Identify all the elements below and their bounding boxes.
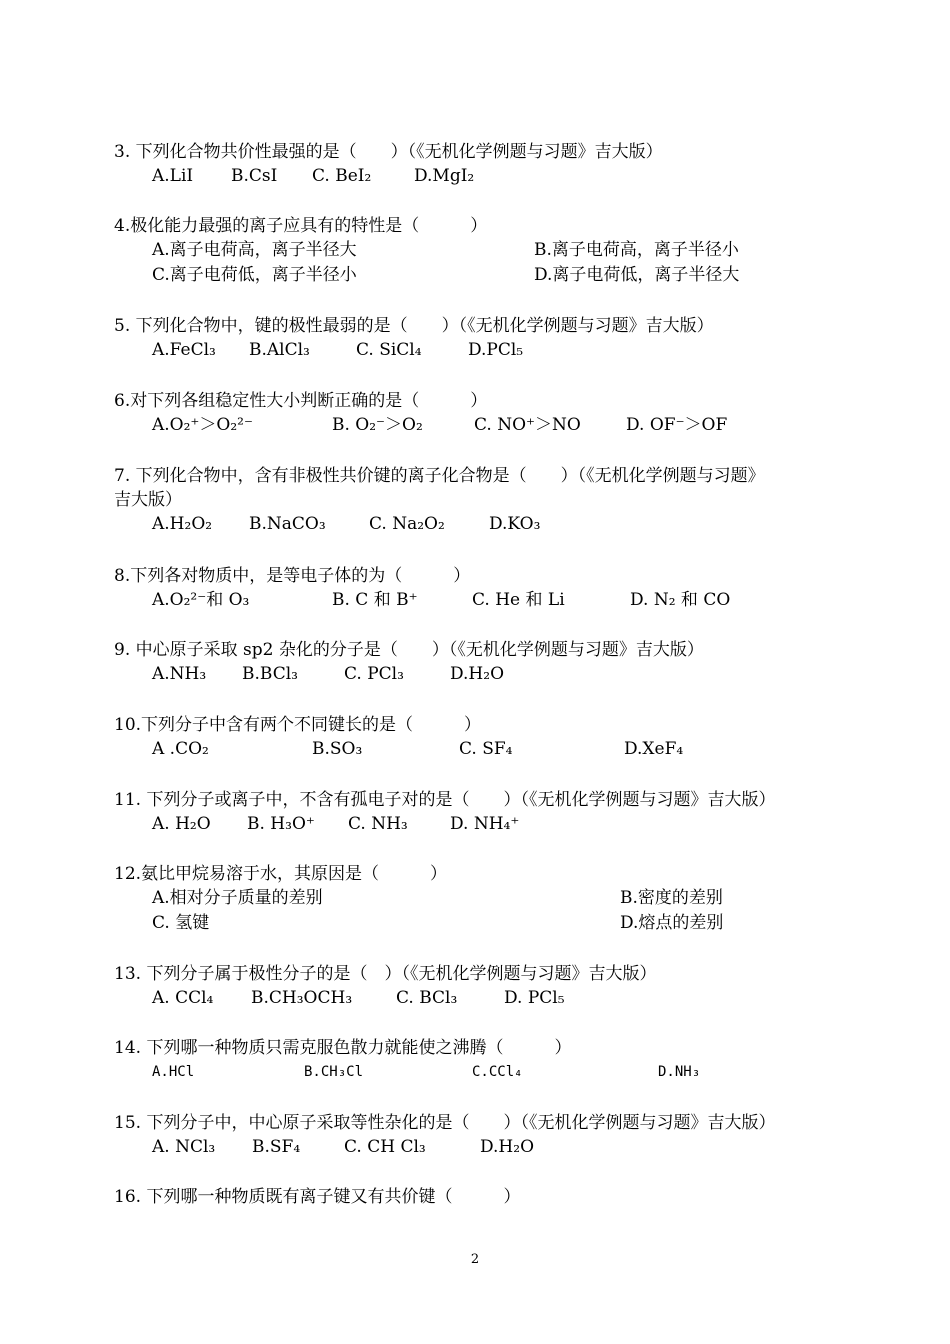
options-row (114, 986, 844, 1011)
option-d: D. N₂ 和 CO (630, 590, 731, 610)
option-b: B. H₃O⁺ (247, 814, 315, 834)
question-stem: 10.下列分子中含有两个不同键长的是（ ） (114, 715, 482, 735)
question-stem: 13. 下列分子属于极性分子的是（ ）（《无机化学例题与习题》吉大版） (114, 964, 657, 984)
option-a: A.O₂⁺＞O₂²⁻ (152, 415, 253, 435)
option-a: A.H₂O₂ (152, 514, 213, 534)
question-stem: 9. 中心原子采取 sp2 杂化的分子是（ ）（《无机化学例题与习题》吉大版） (114, 640, 704, 660)
option-b: B. O₂⁻＞O₂ (332, 415, 423, 435)
options-row (114, 911, 844, 936)
option-d: D.KO₃ (489, 514, 541, 534)
option-a: A. NCl₃ (152, 1137, 216, 1157)
question-15 (114, 1111, 844, 1160)
option-a: A .CO₂ (152, 739, 209, 759)
options-row (114, 413, 844, 438)
options-row (114, 164, 844, 189)
question-5 (114, 314, 844, 363)
option-c: C. PCl₃ (344, 664, 404, 684)
question-8 (114, 564, 844, 613)
option-d: D. OF⁻＞OF (626, 415, 728, 435)
question-14 (114, 1036, 844, 1085)
question-stem: 15. 下列分子中，中心原子采取等性杂化的是（ ）（《无机化学例题与习题》吉大版） (114, 1113, 776, 1133)
options-row (114, 886, 844, 911)
option-a: A.相对分子质量的差别 (152, 888, 323, 908)
options-row (114, 812, 844, 837)
option-d: D.H₂O (450, 664, 505, 684)
option-d: D.PCl₅ (468, 340, 524, 360)
option-c: C. 氢键 (152, 913, 210, 933)
option-b: B.离子电荷高，离子半径小 (534, 240, 739, 260)
question-stem: 14. 下列哪一种物质只需克服色散力就能使之沸腾（ ） (114, 1038, 572, 1058)
option-c: C. Na₂O₂ (369, 514, 445, 534)
question-stem: 12.氨比甲烷易溶于水，其原因是（ ） (114, 864, 448, 884)
option-c: C.CCl₄ (472, 1064, 523, 1080)
option-d: D.H₂O (480, 1137, 535, 1157)
page-number: 2 (470, 1252, 480, 1267)
option-b: B.CsI (231, 166, 278, 186)
option-c: C. NH₃ (348, 814, 408, 834)
question-12 (114, 862, 844, 936)
option-d: D.NH₃ (658, 1064, 701, 1080)
question-stem: 3. 下列化合物共价性最强的是（ ）（《无机化学例题与习题》吉大版） (114, 142, 663, 162)
options-row (114, 263, 844, 288)
question-9 (114, 638, 844, 687)
option-b: B.AlCl₃ (249, 340, 310, 360)
option-a: A.离子电荷高，离子半径大 (152, 240, 357, 260)
options-row (114, 1060, 844, 1085)
option-a: A.FeCl₃ (152, 340, 216, 360)
option-b: B.SF₄ (252, 1137, 301, 1157)
option-a: A.O₂²⁻和 O₃ (152, 590, 250, 610)
option-c: C. SiCl₄ (356, 340, 422, 360)
option-b: B.NaCO₃ (249, 514, 326, 534)
option-d: D.XeF₄ (624, 739, 684, 759)
options-row (114, 1135, 844, 1160)
options-row (114, 737, 844, 762)
options-row (114, 238, 844, 263)
question-10 (114, 713, 844, 762)
option-b: B.密度的差别 (620, 888, 723, 908)
option-c: C. BeI₂ (312, 166, 372, 186)
question-stem: 7. 下列化合物中，含有非极性共价键的离子化合物是（ ）（《无机化学例题与习题》 吉大版） (114, 466, 765, 510)
question-7 (114, 464, 844, 537)
options-row (114, 512, 844, 537)
question-stem: 16. 下列哪一种物质既有离子键又有共价键（ ） (114, 1187, 521, 1207)
option-c: C. He 和 Li (472, 590, 565, 610)
question-stem: 4.极化能力最强的离子应具有的特性是（ ） (114, 216, 488, 236)
question-13 (114, 962, 844, 1011)
question-11 (114, 788, 844, 837)
question-stem: 8.下列各对物质中，是等电子体的为（ ） (114, 566, 471, 586)
option-c: C. NO⁺＞NO (474, 415, 581, 435)
option-a: A. CCl₄ (152, 988, 214, 1008)
question-stem: 6.对下列各组稳定性大小判断正确的是（ ） (114, 391, 488, 411)
option-b: B. C 和 B⁺ (332, 590, 418, 610)
options-row (114, 338, 844, 363)
question-stem: 11. 下列分子或离子中，不含有孤电子对的是（ ）（《无机化学例题与习题》吉大版） (114, 790, 776, 810)
option-d: D.MgI₂ (414, 166, 475, 186)
options-row (114, 662, 844, 687)
option-d: D. PCl₅ (504, 988, 565, 1008)
options-row (114, 588, 844, 613)
option-d: D.熔点的差别 (620, 913, 724, 933)
option-c: C. CH Cl₃ (344, 1137, 426, 1157)
question-3 (114, 140, 844, 189)
option-b: B.CH₃OCH₃ (251, 988, 353, 1008)
question-stem: 5. 下列化合物中，键的极性最弱的是（ ）（《无机化学例题与习题》吉大版） (114, 316, 714, 336)
option-d: D.离子电荷低，离子半径大 (534, 265, 740, 285)
option-c: C. BCl₃ (396, 988, 458, 1008)
option-a: A.LiI (152, 166, 194, 186)
question-16 (114, 1185, 844, 1209)
option-d: D. NH₄⁺ (450, 814, 520, 834)
question-4 (114, 214, 844, 288)
option-a: A.NH₃ (152, 664, 207, 684)
option-b: B.SO₃ (312, 739, 363, 759)
question-6 (114, 389, 844, 438)
option-c: C.离子电荷低，离子半径小 (152, 265, 357, 285)
option-b: B.BCl₃ (242, 664, 298, 684)
option-c: C. SF₄ (459, 739, 513, 759)
option-b: B.CH₃Cl (304, 1064, 364, 1080)
option-a: A.HCl (152, 1064, 195, 1080)
option-a: A. H₂O (152, 814, 211, 834)
